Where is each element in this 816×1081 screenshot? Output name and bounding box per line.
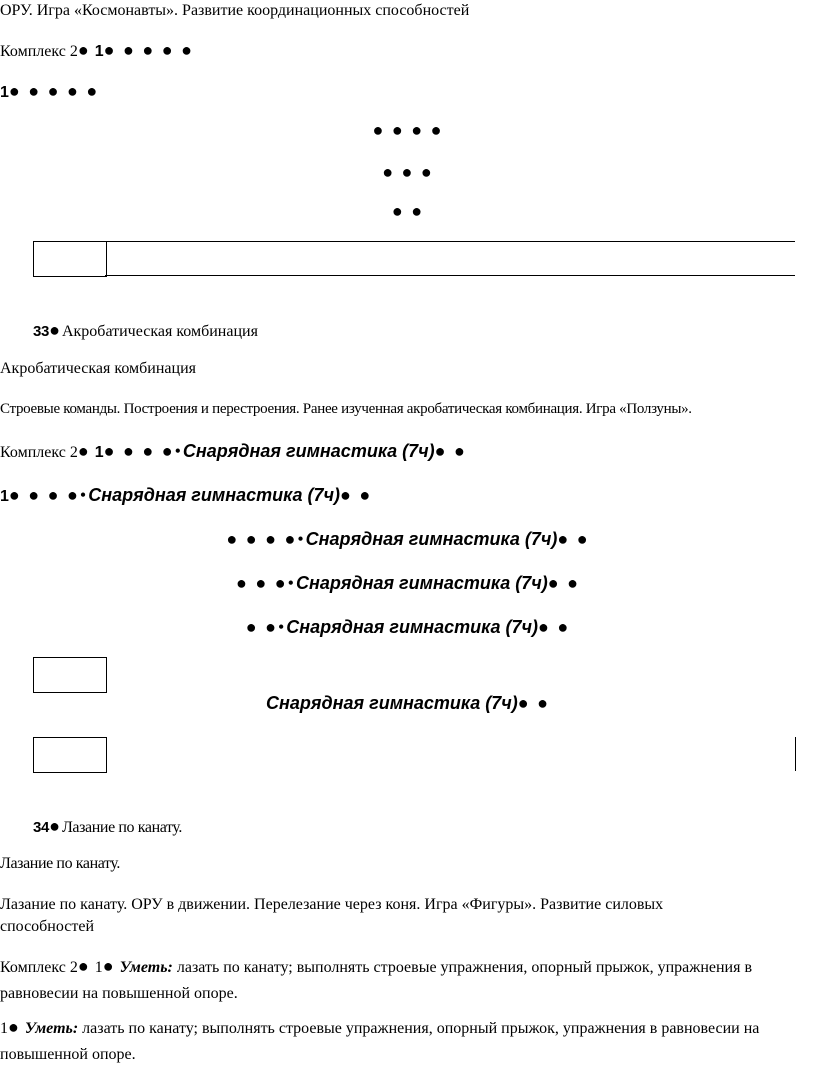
bullet-icon: • — [287, 573, 296, 593]
complex-label: Комплекс 2 — [0, 43, 78, 60]
bullet-icon: ● — [8, 1017, 21, 1037]
bullet-dots: ● ● — [434, 441, 467, 461]
item-number: 1 — [0, 1020, 8, 1037]
bullet-dots: ● ● — [557, 529, 590, 549]
dots-pyramid-2: ● ● ● — [382, 162, 434, 182]
lesson-number: 34 — [33, 819, 50, 836]
bullet-dots: ● ● ● ● — [226, 529, 298, 549]
item-number: 1 — [94, 959, 103, 976]
bullet-dots: ● ● ● — [236, 573, 288, 593]
section-33-dots-line — [0, 485, 372, 506]
table-border-bottom — [105, 275, 795, 276]
bullet-icon: • — [174, 441, 183, 461]
lesson-title: Акробатическая комбинация — [61, 323, 258, 340]
section-33-complex-line — [0, 441, 467, 462]
item-number: 1 — [94, 444, 104, 461]
gymnastics-row-1 — [0, 529, 816, 550]
bullet-dots: ● ● ● ● ● — [103, 40, 194, 60]
bullet-dots: ● ● ● ● ● — [8, 81, 100, 101]
bullet-icon: • — [297, 529, 306, 549]
section-33-subheading: Акробатическая комбинация — [0, 360, 196, 377]
section-34-subheading: Лазание по канату. — [0, 855, 121, 872]
table-cell — [33, 737, 107, 773]
section-34-heading — [33, 816, 182, 837]
section-34-skill-1 — [0, 953, 812, 1007]
bullet-icon: ● — [49, 320, 62, 340]
table-cell — [33, 241, 107, 277]
dots-pyramid-1: ● ● ● ● — [372, 120, 444, 140]
bullet-icon: ● — [77, 441, 91, 461]
dots-line-1 — [0, 81, 99, 102]
bullet-icon: ● — [77, 956, 91, 976]
bullet-dots: ● ● — [517, 693, 550, 713]
gymnastics-label: Снарядная гимнастика (7ч) — [295, 573, 548, 593]
table-cell — [33, 657, 107, 693]
skill-label: Уметь: — [119, 959, 173, 976]
table-border-right — [795, 737, 796, 771]
document-title: ОРУ. Игра «Космонавты». Развитие координационных способностей — [0, 2, 470, 19]
skill-text: лазать по канату; выполнять строевые упражнения, опорный прыжок, упражнения в равновесии на повышенной опоре. — [0, 959, 753, 1002]
lesson-title: Лазание по канату. — [61, 819, 182, 836]
skill-text: лазать по канату; выполнять строевые упражнения, опорный прыжок, упражнения в равновесии на повышенной опоре. — [0, 1020, 760, 1063]
gymnastics-row-2 — [0, 573, 816, 594]
bullet-dots: ● ● — [538, 617, 571, 637]
bullet-dots: ● ● ● ● — [8, 485, 80, 505]
bullet-icon: ● — [49, 816, 62, 836]
complex-label: Комплекс 2 — [0, 959, 78, 976]
gymnastics-label: Снарядная гимнастика (7ч) — [286, 617, 539, 637]
table-border-top — [105, 241, 795, 242]
bullet-icon: ● — [102, 956, 116, 976]
gymnastics-row-4 — [0, 693, 816, 714]
section-34-description: Лазание по канату. ОРУ в движении. Перелезание через коня. Игра «Фигуры». Развитие силовых способностей — [0, 896, 664, 935]
dots-pyramid-3: ● ● — [391, 201, 425, 221]
gymnastics-label: Снарядная гимнастика (7ч) — [266, 693, 518, 713]
item-number: 1 — [0, 84, 9, 101]
bullet-icon: ● — [77, 40, 91, 60]
complex-label: Комплекс 2 — [0, 444, 78, 461]
lesson-number: 33 — [33, 323, 50, 340]
skill-label: Уметь: — [24, 1020, 79, 1037]
bullet-icon: • — [79, 485, 89, 505]
section-33-heading — [33, 320, 258, 341]
section-34-skill-2 — [0, 1014, 812, 1068]
bullet-dots: ● ● — [547, 573, 580, 593]
bullet-dots: ● ● — [245, 617, 278, 637]
section-33-description: Строевые команды. Построения и перестроения. Ранее изученная акробатическая комбинация. Игра «Ползуны». — [0, 401, 692, 417]
gymnastics-label: Снарядная гимнастика (7ч) — [182, 441, 435, 461]
bullet-icon: • — [277, 617, 287, 637]
gymnastics-row-3 — [0, 617, 816, 638]
gymnastics-label: Снарядная гимнастика (7ч) — [305, 529, 558, 549]
bullet-dots: ● ● ● ● — [103, 441, 175, 461]
complex-line-1 — [0, 40, 194, 61]
bullet-dots: ● ● — [339, 485, 373, 505]
gymnastics-label: Снарядная гимнастика (7ч) — [88, 485, 340, 505]
item-number: 1 — [0, 488, 9, 505]
item-number: 1 — [94, 43, 104, 60]
